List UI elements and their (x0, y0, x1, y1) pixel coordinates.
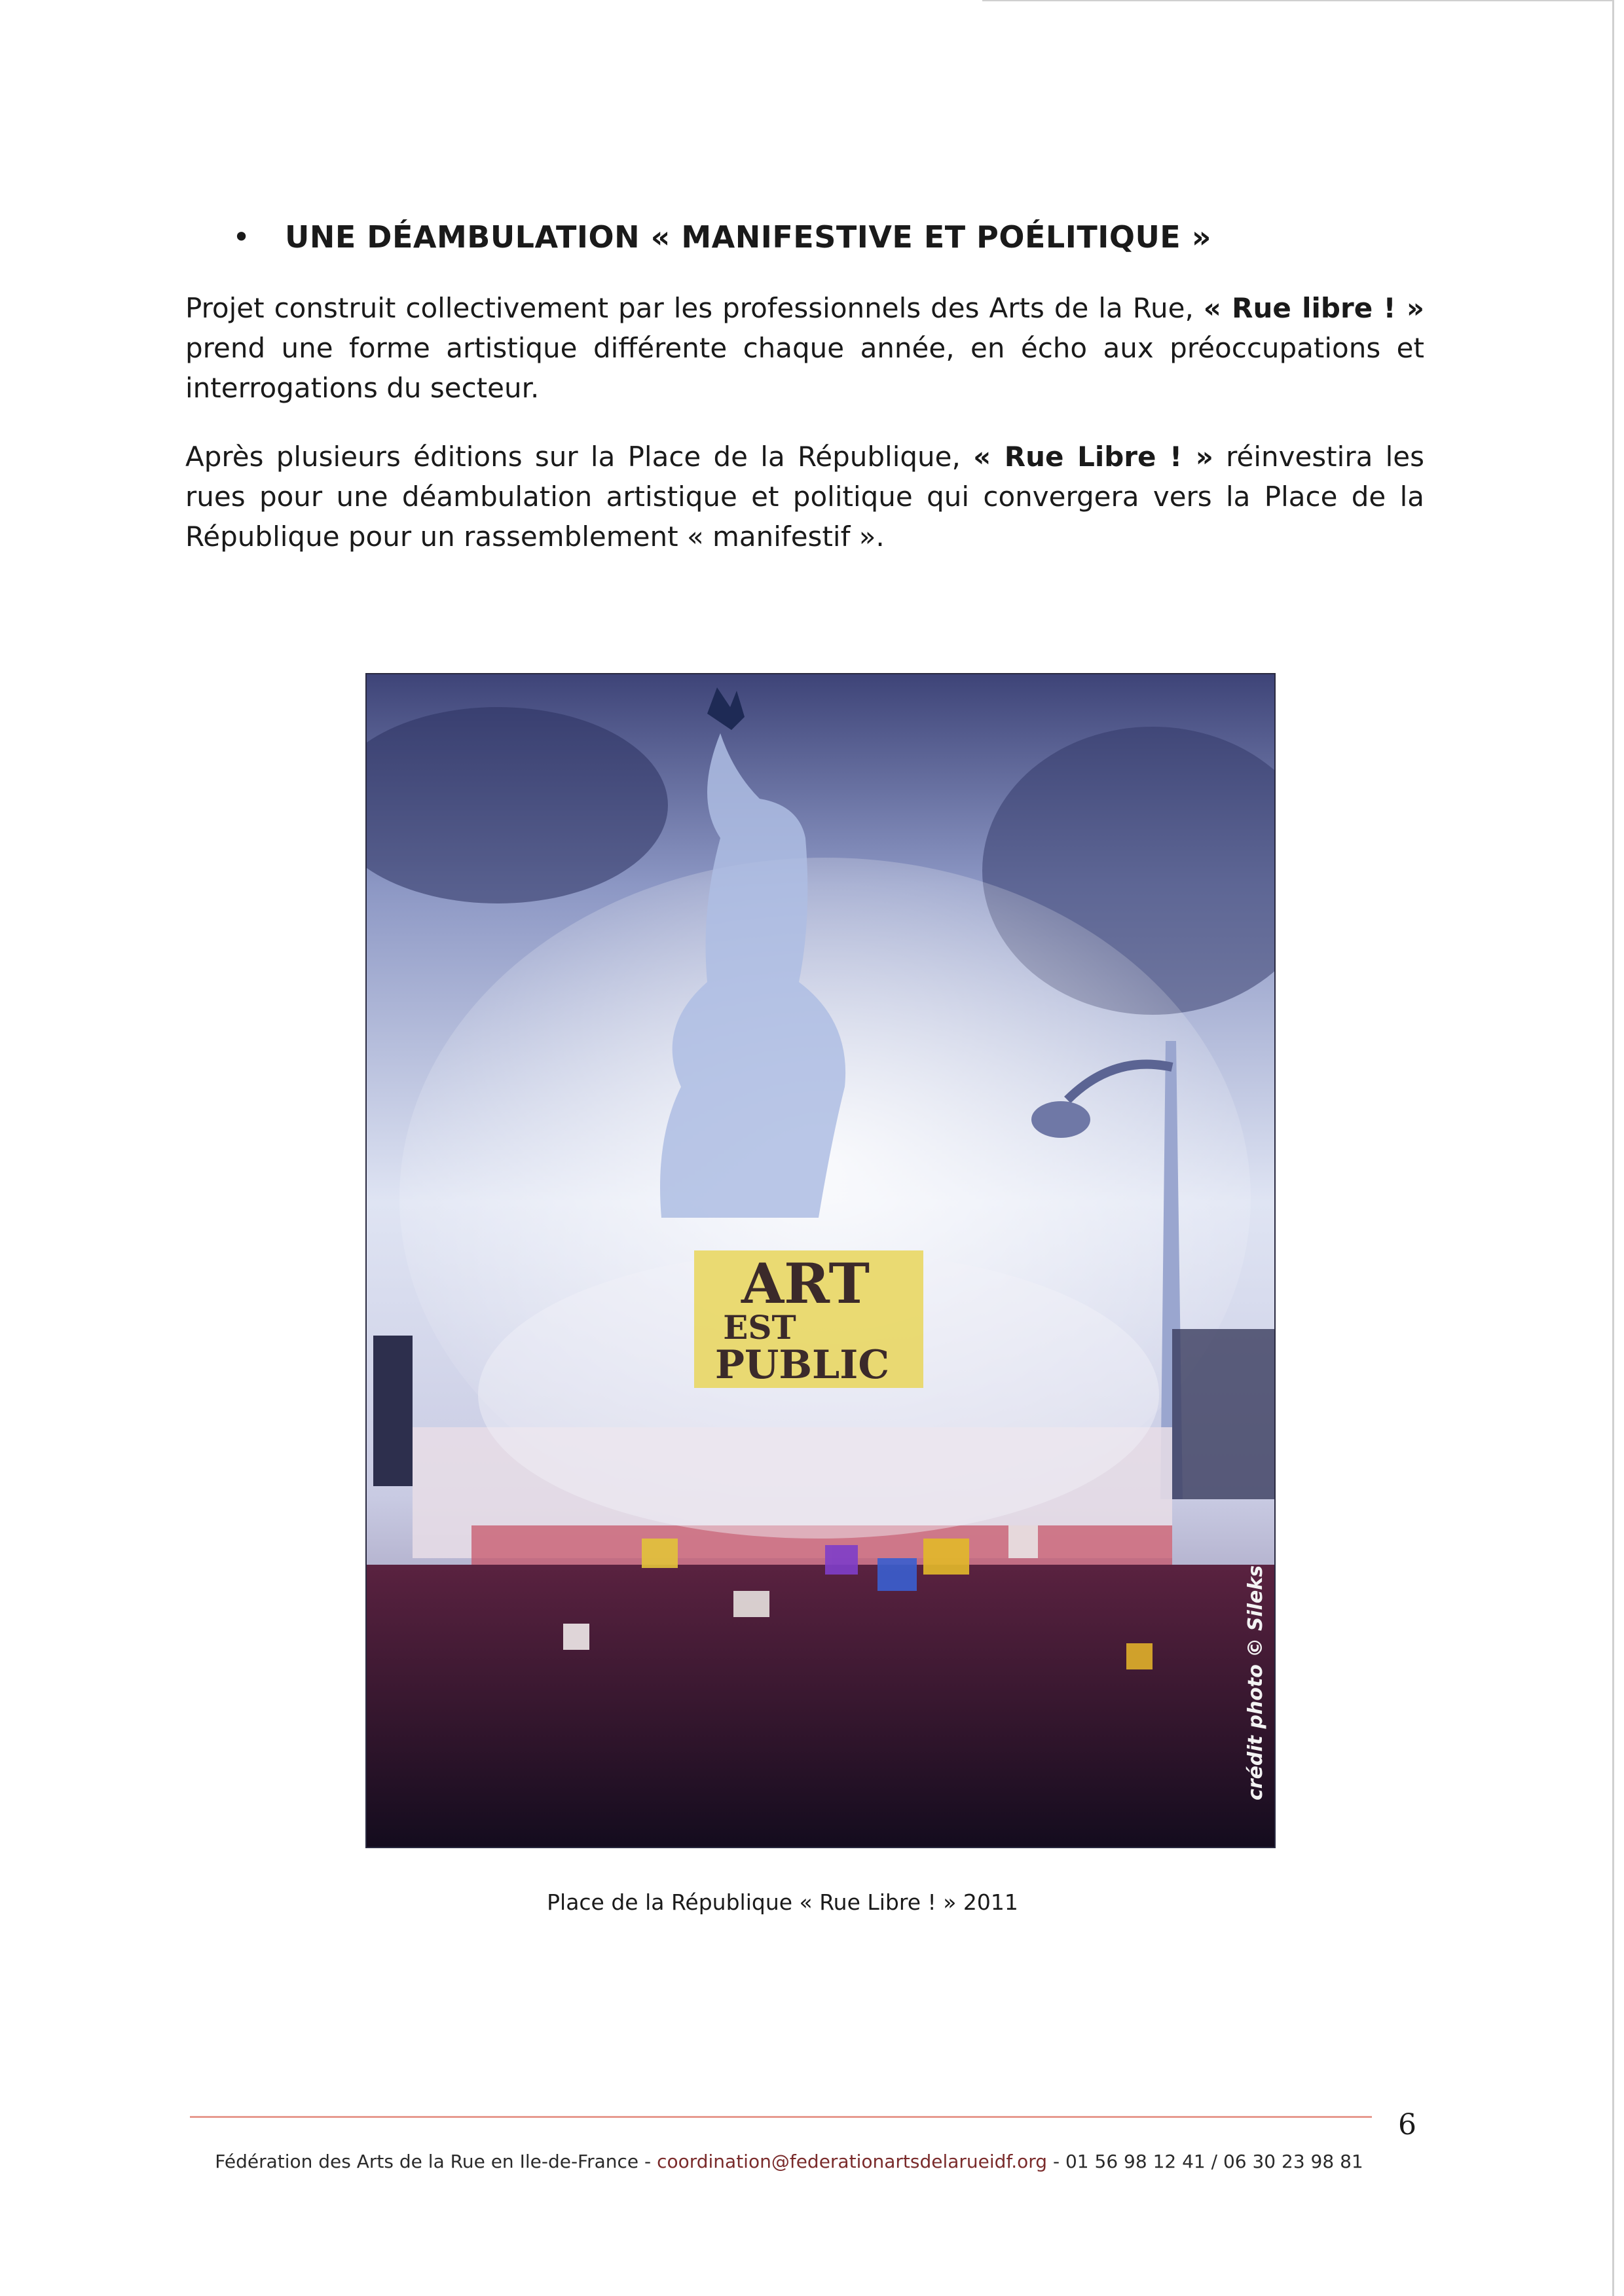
footer (0, 2151, 1578, 2172)
photo-illustration (367, 674, 1274, 1847)
paragraph-2 (185, 437, 1424, 556)
photo-caption: Place de la République « Rue Libre ! » 2011 (547, 1889, 1018, 1915)
scan-right-edge (1612, 0, 1614, 2296)
section-heading (232, 219, 1211, 255)
banner-text-line-1: ART (741, 1251, 870, 1316)
paragraph-2-emphasis: « Rue Libre ! » (973, 441, 1213, 473)
footer-separator-2: - (1047, 2151, 1065, 2172)
banner-text-line-2: EST (723, 1308, 796, 1347)
section-heading-text: UNE DÉAMBULATION « MANIFESTIVE ET POÉLITIQUE » (285, 219, 1211, 255)
footer-divider (190, 2116, 1372, 2118)
paragraph-1-text-b: prend une forme artistique différente chaque année, en écho aux préoccupations et interrogations du secteur. (185, 332, 1424, 404)
paragraph-1-text-a: Projet construit collectivement par les professionnels des Arts de la Rue, (185, 292, 1204, 324)
bullet-point: • (232, 219, 251, 255)
paragraph-1-emphasis: « Rue libre ! » (1203, 292, 1424, 324)
photo-credit: crédit photo © Sileks (1244, 1565, 1267, 1800)
footer-separator-1: - (638, 2151, 657, 2172)
footer-organization: Fédération des Arts de la Rue en Ile-de-France (215, 2151, 639, 2172)
paragraph-2-text-a: Après plusieurs éditions sur la Place de la République, (185, 441, 974, 473)
paragraph-1 (185, 288, 1424, 408)
footer-email: coordination@federationartsdelarueidf.org (657, 2151, 1048, 2172)
paragraph-2-text-b: réinvestira les rues pour une déambulation artistique et politique qui convergera vers la Place de la République pour un rassemblement « manifestif ». (185, 441, 1424, 553)
footer-phones: 01 56 98 12 41 / 06 30 23 98 81 (1065, 2151, 1363, 2172)
banner-group (694, 1250, 923, 1388)
banner-text-line-3: PUBLIC (714, 1342, 890, 1388)
page-number: 6 (1398, 2108, 1416, 2141)
scan-top-edge (982, 0, 1612, 1)
republique-photo (365, 673, 1276, 1848)
